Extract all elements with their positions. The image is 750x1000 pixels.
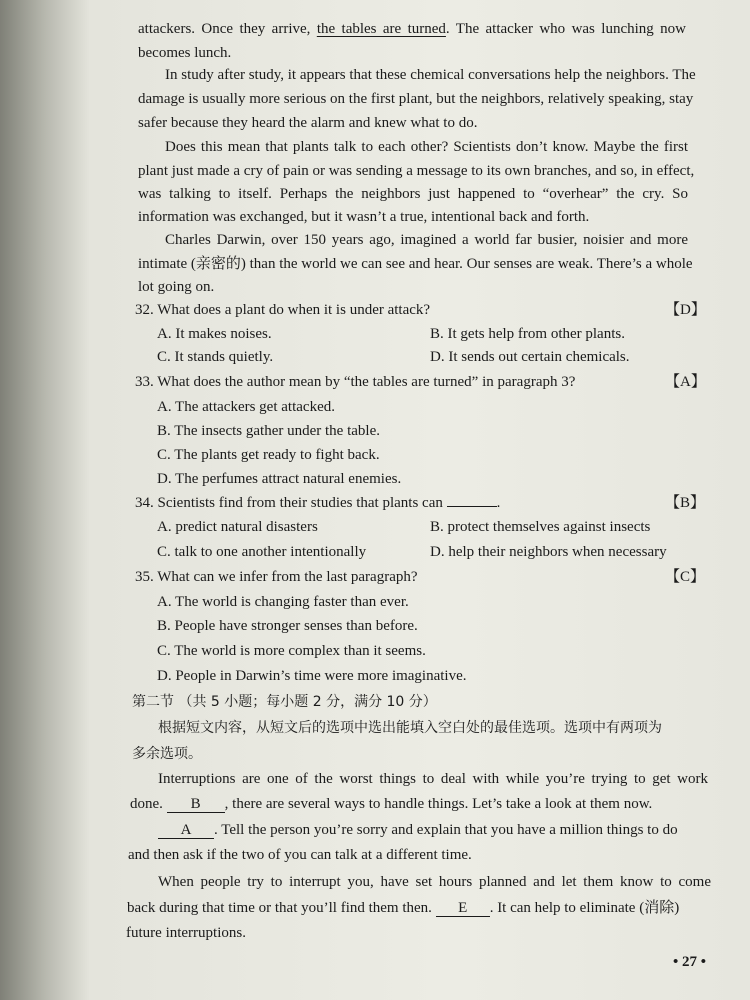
option-c: C. talk to one another intentionally: [157, 544, 367, 560]
paragraph-line: back during that time or that you’ll find them then. E . It can help to eliminate (消除): [127, 900, 680, 916]
paragraph-line: lot going on.: [138, 279, 215, 295]
option-b: B. It gets help from other plants.: [430, 326, 625, 342]
answer-33: 【A】: [665, 374, 706, 390]
option-b: B. protect themselves against insects: [430, 519, 651, 535]
paragraph-line: intimate (亲密的) than the world we can see and hear. Our senses are weak. There’s a whole: [138, 256, 693, 272]
paragraph-line: Charles Darwin, over 150 years ago, imagined a world far busier, noisier and more: [165, 232, 688, 248]
question-35: 35. What can we infer from the last paragraph?: [135, 569, 418, 585]
paragraph-line: done. B , there are several ways to handle things. Let’s take a look at them now.: [130, 796, 653, 812]
paragraph-line: future interruptions.: [126, 925, 246, 941]
option-a: A. The attackers get attacked.: [157, 399, 335, 415]
option-d: D. It sends out certain chemicals.: [430, 349, 630, 365]
option-c: C. The world is more complex than it seems.: [157, 643, 426, 659]
option-b: B. People have stronger senses than before.: [157, 618, 418, 634]
paragraph-line: was talking to itself. Perhaps the neighbors just happened to “overhear” the cry. So: [138, 186, 688, 202]
paragraph-line: information was exchanged, but it wasn’t a true, intentional back and forth.: [138, 209, 590, 225]
paragraph-line: attackers. Once they arrive, the tables are turned. The attacker who was lunching now: [138, 21, 686, 37]
option-a: A. predict natural disasters: [157, 519, 318, 535]
paragraph-line: plant just made a cry of pain or was sending a message to its own branches, and so, in effect,: [138, 163, 695, 179]
instructions-line: 根据短文内容，从短文后的选项中选出能填入空白处的最佳选项。选项中有两项为: [158, 720, 662, 736]
answer-35: 【C】: [665, 569, 706, 585]
answer-blank-36: B: [167, 796, 225, 813]
paragraph-line: and then ask if the two of you can talk at a different time.: [128, 847, 472, 863]
paragraph-line: Interruptions are one of the worst things to deal with while you’re trying to get work: [158, 771, 708, 787]
option-d: D. help their neighbors when necessary: [430, 544, 667, 560]
paragraph-line: In study after study, it appears that these chemical conversations help the neighbors. The: [165, 67, 696, 83]
option-d: D. People in Darwin’s time were more imaginative.: [157, 668, 467, 684]
section-heading: 第二节 （共 5 小题；每小题 2 分，满分 10 分）: [132, 694, 437, 710]
option-a: A. It makes noises.: [157, 326, 272, 342]
question-33: 33. What does the author mean by “the tables are turned” in paragraph 3?: [135, 374, 576, 390]
paragraph-line: When people try to interrupt you, have set hours planned and let them know to come: [158, 874, 711, 890]
paragraph-line: becomes lunch.: [138, 45, 232, 61]
option-d: D. The perfumes attract natural enemies.: [157, 471, 402, 487]
question-32: 32. What does a plant do when it is under attack?: [135, 302, 431, 318]
paragraph-line: A . Tell the person you’re sorry and explain that you have a million things to do: [158, 819, 678, 841]
option-c: C. It stands quietly.: [157, 349, 274, 365]
answer-blank-38: E: [436, 900, 490, 917]
option-b: B. The insects gather under the table.: [157, 423, 380, 439]
paragraph-line: Does this mean that plants talk to each other? Scientists don’t know. Maybe the first: [165, 139, 688, 155]
underlined-phrase: the tables are turned: [316, 21, 446, 37]
option-a: A. The world is changing faster than ever.: [157, 594, 409, 610]
answer-34: 【B】: [665, 495, 706, 511]
answer-blank-37: A: [158, 822, 214, 839]
answer-blank: [447, 506, 497, 507]
page-number: • 27 •: [672, 954, 706, 970]
paragraph-line: damage is usually more serious on the first plant, but the neighbors, relatively speaking, stay: [138, 91, 694, 107]
answer-32: 【D】: [665, 302, 706, 318]
question-34: 34. Scientists find from their studies that plants can .: [135, 495, 501, 511]
paragraph-line: safer because they heard the alarm and knew what to do.: [138, 115, 478, 131]
instructions-line: 多余选项。: [132, 746, 202, 762]
option-c: C. The plants get ready to fight back.: [157, 447, 380, 463]
